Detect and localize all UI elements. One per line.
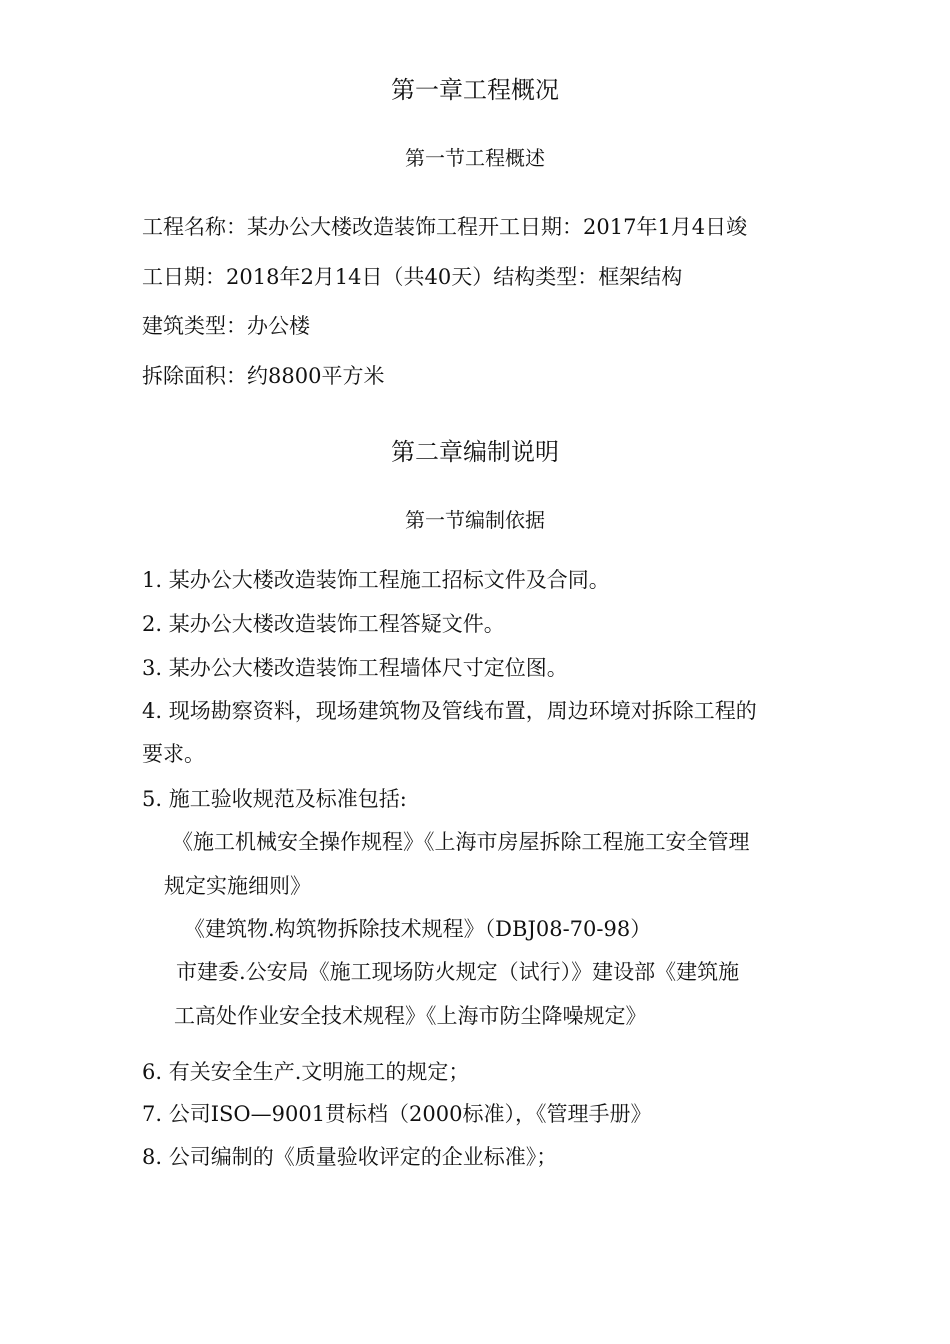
- standards-line-2: 规定实施细则》: [164, 874, 311, 898]
- basis-item-8: 8. 公司编制的《质量验收评定的企业标准》；: [142, 1145, 558, 1169]
- standards-line-3: 《建筑物.构筑物拆除技术规程》（DBJ08-70-98）: [184, 917, 652, 941]
- standards-line-5: 工高处作业安全技术规程》《上海市防尘降噪规定》: [174, 1004, 647, 1028]
- standards-line-4: 市建委.公安局《施工现场防火规定（试行）》建设部《建筑施: [176, 960, 740, 984]
- chapter-2-title: 第二章编制说明: [391, 438, 559, 466]
- basis-item-5: 5. 施工验收规范及标准包括:: [142, 787, 407, 811]
- basis-item-4: 4. 现场勘察资料，现场建筑物及管线布置，周边环境对拆除工程的: [142, 699, 757, 723]
- basis-item-7: 7. 公司ISO—9001贯标档（2000标准），《管理手册》: [142, 1102, 652, 1126]
- basis-item-6: 6. 有关安全生产.文明施工的规定；: [142, 1060, 470, 1084]
- basis-item-1: 1. 某办公大楼改造装饰工程施工招标文件及合同。: [142, 568, 610, 592]
- basis-item-4-continued: 要求。: [142, 742, 205, 766]
- standards-line-1: 《施工机械安全操作规程》《上海市房屋拆除工程施工安全管理: [172, 830, 750, 854]
- basis-item-2: 2. 某办公大楼改造装饰工程答疑文件。: [142, 612, 505, 636]
- chapter-2-section-1-title: 第一节编制依据: [405, 508, 545, 532]
- basis-item-3: 3. 某办公大楼改造装饰工程墙体尺寸定位图。: [142, 656, 568, 680]
- project-overview-line-2: 工日期：2018年2月14日（共40天）结构类型：框架结构: [142, 265, 683, 289]
- chapter-1-section-1-title: 第一节工程概述: [405, 146, 545, 170]
- building-type-line: 建筑类型：办公楼: [142, 314, 310, 338]
- project-overview-line-1: 工程名称：某办公大楼改造装饰工程开工日期：2017年1月4日竣: [142, 215, 748, 239]
- demolition-area-line: 拆除面积：约8800平方米: [142, 364, 385, 388]
- chapter-1-title: 第一章工程概况: [391, 76, 559, 104]
